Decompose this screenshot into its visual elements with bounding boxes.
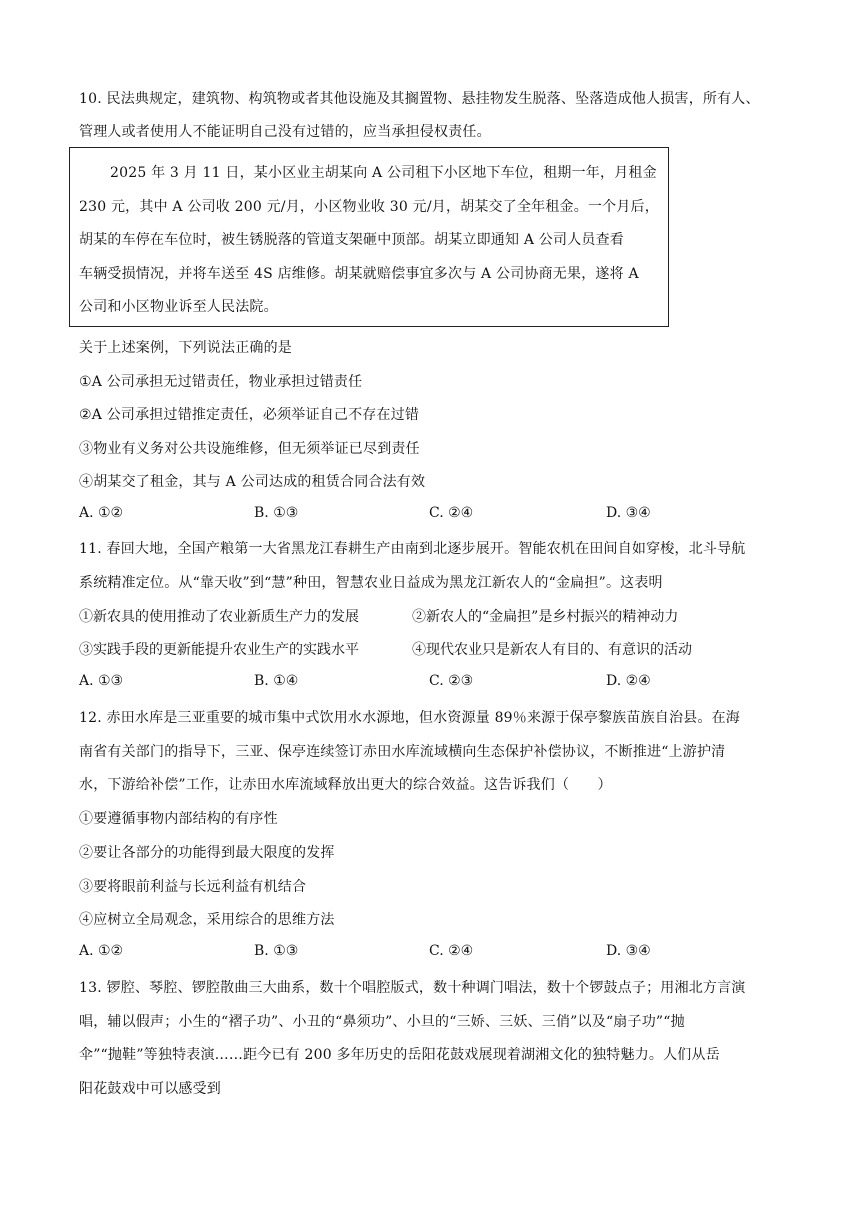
q10-prompt: 关于上述案例，下列说法正确的是 — [79, 340, 292, 356]
q12-statement-1: ①要遵循事物内部结构的有序性 — [79, 811, 278, 827]
case-line-4: 车辆受损情况，并将车送至 4S 店维修。胡某就赔偿事宜多次与 A 公司协商无果，遂将 A — [79, 266, 639, 282]
case-line-1: 2025 年 3 月 11 日，某小区业主胡某向 A 公司租下小区地下车位，租期一年，月租金 — [110, 165, 657, 181]
q11-options — [79, 673, 779, 693]
q12-statement-2: ②要让各部分的功能得到最大限度的发挥 — [79, 845, 335, 861]
case-line-3: 胡某的车停在车位时，被生锈脱落的管道支架砸中顶部。胡某立即通知 A 公司人员查看 — [79, 232, 625, 248]
q11-stem-line-1: 11. 春回大地，全国产粮第一大省黑龙江春耕生产由南到北逐步展开。智能农机在田间自如穿梭，北斗导航 — [79, 541, 746, 557]
q10-statement-3: ③物业有义务对公共设施维修，但无须举证已尽到责任 — [79, 441, 420, 457]
q11-statement-1: ①新农具的使用推动了农业新质生产力的发展 — [79, 609, 359, 625]
q11-option-c[interactable]: C. ②③ — [429, 673, 474, 689]
q12-stem-line-3: 水，下游给补偿”工作，让赤田水库流域释放出更大的综合效益。这告诉我们（ ） — [79, 777, 612, 793]
q12-option-a[interactable]: A. ①② — [79, 943, 124, 959]
q10-options — [79, 505, 779, 525]
q10-stem-line-2: 管理人或者使用人不能证明自己没有过错的，应当承担侵权责任。 — [79, 124, 491, 140]
q13-stem-line-3: 伞”“抛鞋”等独特表演……距今已有 200 多年历史的岳阳花鼓戏展现着湖湘文化的独特魅力。人们从岳 — [79, 1047, 720, 1063]
q13-stem-line-2: 唱，辅以假声；小生的“褶子功”、小丑的“鼻须功”、小旦的“三娇、三妖、三俏”以及“扇子功”“抛 — [79, 1014, 685, 1030]
q12-options — [79, 943, 779, 963]
q10-statement-1: ①A 公司承担无过错责任，物业承担过错责任 — [79, 374, 363, 390]
q11-statement-3: ③实践手段的更新能提升农业生产的实践水平 — [79, 642, 359, 658]
case-line-2: 230 元，其中 A 公司收 200 元/月，小区物业收 30 元/月，胡某交了全年租金。一个月后， — [79, 199, 659, 215]
q11-statements-row-2 — [79, 639, 779, 659]
q10-option-c[interactable]: C. ②④ — [429, 505, 474, 521]
q11-statements-row-1 — [79, 606, 779, 626]
q10-statement-4: ④胡某交了租金，其与 A 公司达成的租赁合同合法有效 — [79, 474, 426, 490]
q10-case-box — [69, 147, 669, 327]
q12-statement-4: ④应树立全局观念，采用综合的思维方法 — [79, 912, 335, 928]
q11-statement-2: ②新农人的“金扁担”是乡村振兴的精神动力 — [412, 609, 679, 625]
case-line-5: 公司和小区物业诉至人民法院。 — [79, 299, 278, 315]
q13-stem-line-1: 13. 锣腔、琴腔、锣腔散曲三大曲系，数十个唱腔版式，数十种调门唱法，数十个锣鼓点子；用湘北方言演 — [79, 980, 746, 996]
q12-option-b[interactable]: B. ①③ — [254, 943, 299, 959]
q10-option-a[interactable]: A. ①② — [79, 505, 124, 521]
q11-statement-4: ④现代农业只是新农人有目的、有意识的活动 — [412, 642, 692, 658]
q11-option-a[interactable]: A. ①③ — [79, 673, 124, 689]
q11-option-b[interactable]: B. ①④ — [254, 673, 299, 689]
q10-statement-2: ②A 公司承担过错推定责任，必须举证自己不存在过错 — [79, 407, 420, 423]
q10-option-b[interactable]: B. ①③ — [254, 505, 299, 521]
q11-stem-line-2: 系统精准定位。从“靠天收”到“慧”种田，智慧农业日益成为黑龙江新农人的“金扁担”。这表明 — [79, 575, 663, 591]
q13-stem-line-4: 阳花鼓戏中可以感受到 — [79, 1081, 221, 1097]
q12-stem-line-1: 12. 赤田水库是三亚重要的城市集中式饮用水水源地，但水资源量 89％来源于保亭黎族苗族自治县。在海 — [79, 710, 740, 726]
q12-stem-line-2: 南省有关部门的指导下，三亚、保亭连续签订赤田水库流域横向生态保护补偿协议，不断推进“上游护清 — [79, 744, 726, 760]
q12-statement-3: ③要将眼前利益与长远利益有机结合 — [79, 879, 307, 895]
q11-option-d[interactable]: D. ②④ — [606, 673, 651, 689]
q10-stem-line-1: 10. 民法典规定，建筑物、构筑物或者其他设施及其搁置物、悬挂物发生脱落、坠落造成他人损害，所有人、 — [79, 91, 760, 107]
q12-option-c[interactable]: C. ②④ — [429, 943, 474, 959]
q12-option-d[interactable]: D. ③④ — [606, 943, 651, 959]
q10-option-d[interactable]: D. ③④ — [606, 505, 651, 521]
